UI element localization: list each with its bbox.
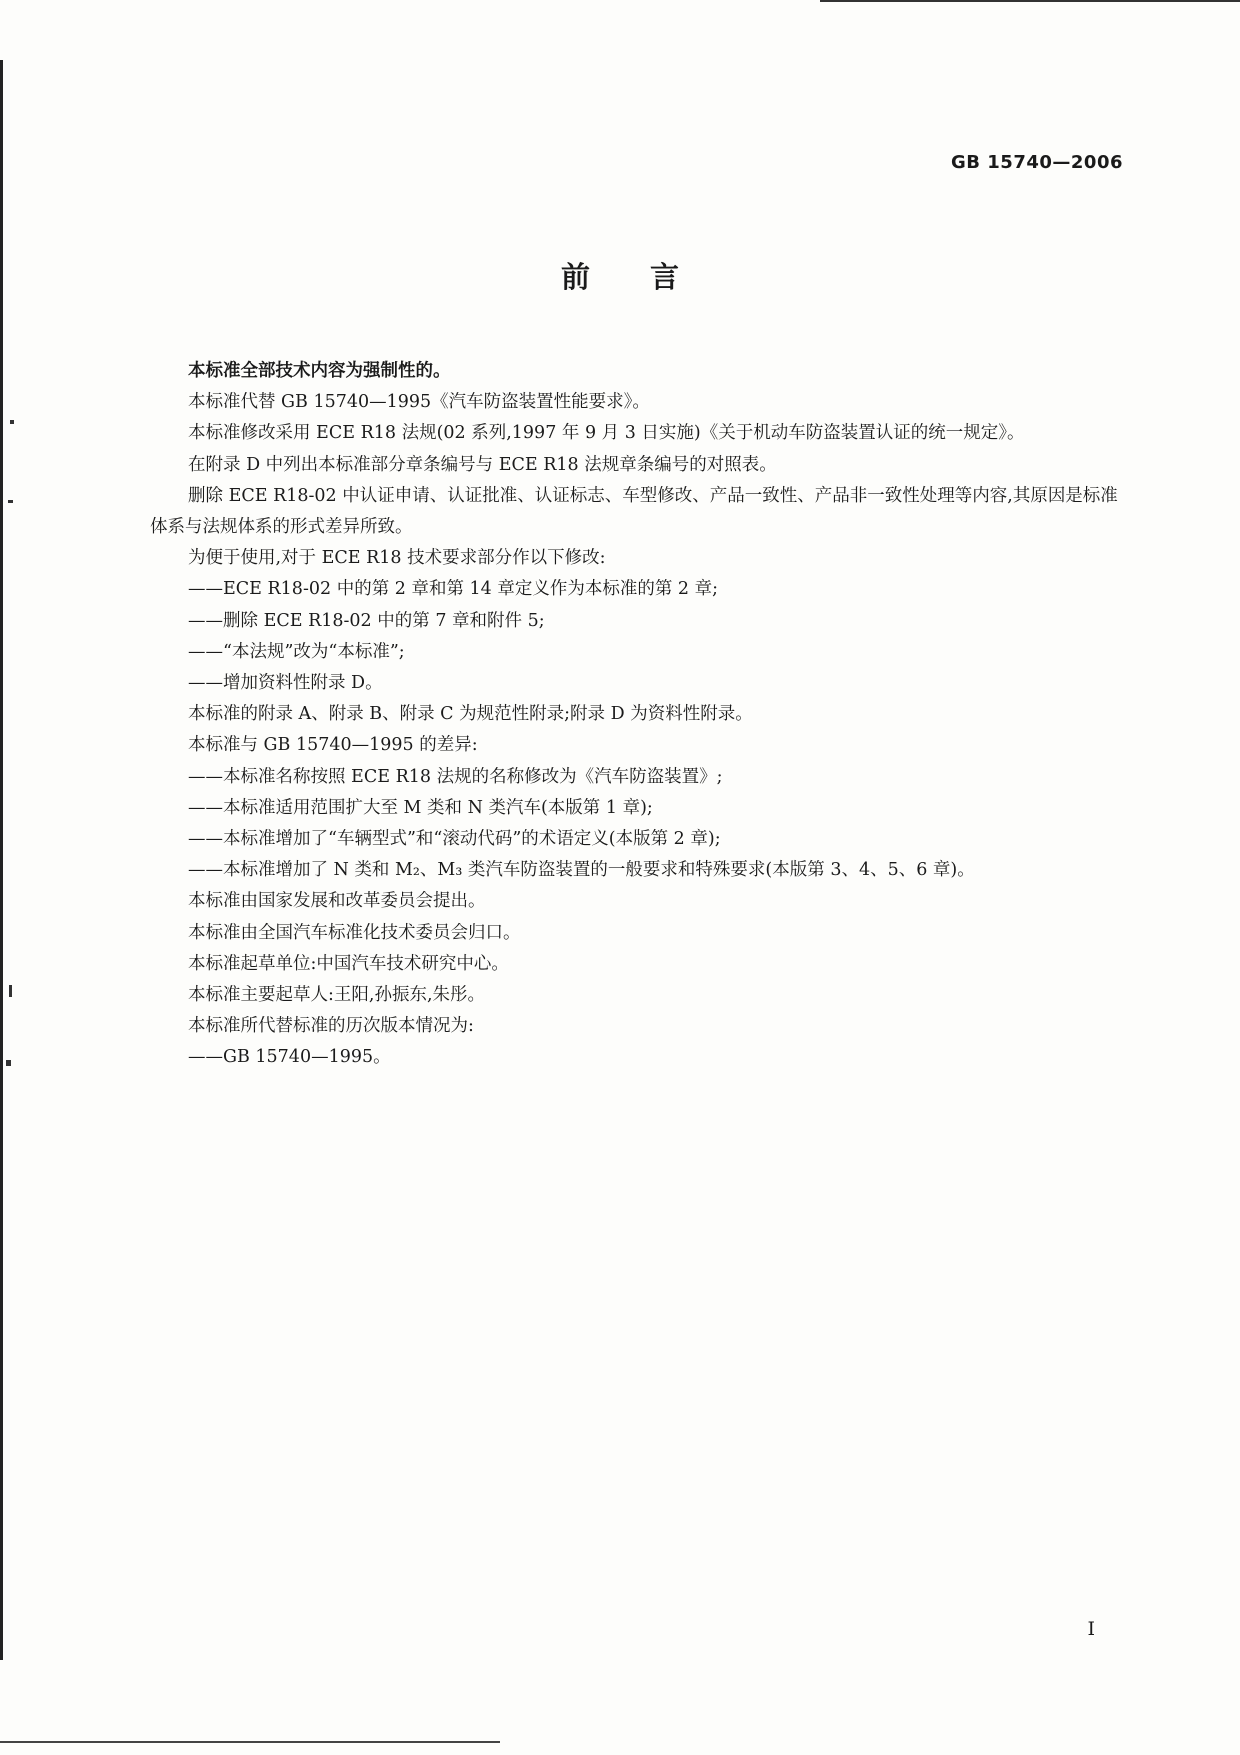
paragraph: 本标准主要起草人:王阳,孙振东,朱彤。 <box>188 985 486 1006</box>
list-item: ——GB 15740—1995。 <box>188 1047 391 1068</box>
list-item: ——本标准增加了 N 类和 M₂、M₃ 类汽车防盗装置的一般要求和特殊要求(本版第 3、4、5、6 章)。 <box>188 860 975 881</box>
preface-body <box>150 356 1125 1074</box>
list-item: ——本标准增加了“车辆型式”和“滚动代码”的术语定义(本版第 2 章); <box>188 829 721 850</box>
list-item: ——本标准名称按照 ECE R18 法规的名称修改为《汽车防盗装置》; <box>188 766 723 787</box>
paragraph: 本标准全部技术内容为强制性的。 <box>188 361 451 381</box>
paragraph: 本标准由全国汽车标准化技术委员会归口。 <box>188 922 521 943</box>
page-number: I <box>1087 1618 1095 1640</box>
paragraph: 删除 ECE R18-02 中认证申请、认证批准、认证标志、车型修改、产品一致性、产品非一致性处理等内容,其原因是标准体系与法规体系的形式差异所致。 <box>150 485 1118 538</box>
list-item: ——“本法规”改为“本标准”; <box>188 641 405 662</box>
scan-speck <box>9 985 12 997</box>
paragraph: 本标准由国家发展和改革委员会提出。 <box>188 891 486 912</box>
list-item: ——删除 ECE R18-02 中的第 7 章和附件 5; <box>188 610 545 631</box>
scan-edge-bottom <box>0 1741 500 1743</box>
list-item: ——ECE R18-02 中的第 2 章和第 14 章定义作为本标准的第 2 章; <box>188 579 718 600</box>
paragraph: 本标准与 GB 15740—1995 的差异: <box>188 735 478 756</box>
scan-speck <box>10 420 14 424</box>
scan-speck <box>6 1060 11 1066</box>
standard-code: GB 15740—2006 <box>951 152 1123 173</box>
scan-edge-left <box>0 60 10 1660</box>
paragraph: 本标准的附录 A、附录 B、附录 C 为规范性附录;附录 D 为资料性附录。 <box>188 704 753 725</box>
scan-edge-top <box>820 0 1240 8</box>
paragraph: 在附录 D 中列出本标准部分章条编号与 ECE R18 法规章条编号的对照表。 <box>188 454 777 475</box>
list-item: ——本标准适用范围扩大至 M 类和 N 类汽车(本版第 1 章); <box>188 797 653 818</box>
paragraph: 本标准起草单位:中国汽车技术研究中心。 <box>188 953 509 974</box>
list-item: ——增加资料性附录 D。 <box>188 673 383 694</box>
scan-speck <box>8 500 13 503</box>
paragraph: 本标准代替 GB 15740—1995《汽车防盗装置性能要求》。 <box>188 392 650 413</box>
paragraph: 本标准修改采用 ECE R18 法规(02 系列,1997 年 9 月 3 日实施)《关于机动车防盗装置认证的统一规定》。 <box>188 423 1025 444</box>
paragraph: 为便于使用,对于 ECE R18 技术要求部分作以下修改: <box>188 548 606 569</box>
paragraph: 本标准所代替标准的历次版本情况为: <box>188 1016 474 1037</box>
page-title: 前言 <box>560 260 739 294</box>
